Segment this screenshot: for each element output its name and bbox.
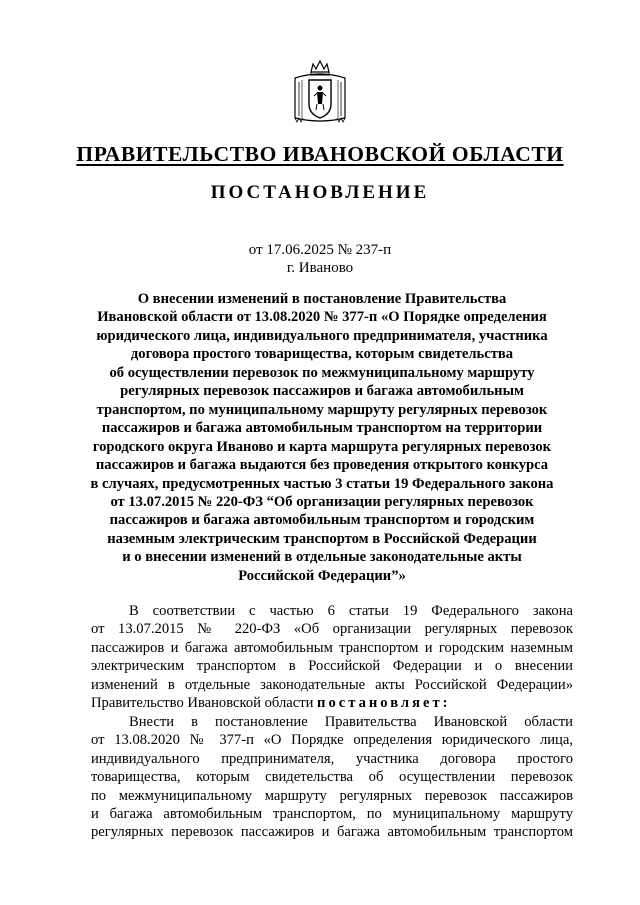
coat-of-arms-icon bbox=[289, 58, 351, 128]
body-line: от 13.07.2015 № 220-ФЗ «Об организации регулярных перевозок bbox=[91, 621, 573, 638]
body-line: регулярных перевозок пассажиров и багажа автомобильным транспортом bbox=[91, 824, 573, 841]
subject-line: от 13.07.2015 № 220-ФЗ “Об организации регулярных перевозок bbox=[110, 493, 534, 510]
body-line: электрическим транспортом в Российской Федерации и о внесении bbox=[91, 658, 573, 675]
body-line: В соответствии с частью 6 статьи 19 Федерального закона bbox=[129, 603, 573, 619]
document-subject bbox=[80, 290, 564, 585]
date-number: от 17.06.2025 № 237-п bbox=[248, 242, 392, 258]
city: г. Иваново bbox=[286, 260, 354, 276]
subject-line: городского округа Иваново и карта маршрута регулярных перевозок bbox=[92, 438, 552, 455]
body-line bbox=[91, 694, 573, 712]
body-line: по межмуниципальному маршруту регулярных перевозок пассажиров bbox=[91, 787, 573, 804]
body-line: индивидуального предпринимателя, участника договора простого bbox=[91, 750, 573, 767]
body-line: изменений в отдельные законодательные акты Российской Федерации» bbox=[91, 676, 573, 693]
body-line: Внести в постановление Правительства Ивановской области bbox=[129, 713, 573, 730]
body-line: товарищества, которым свидетельства об осуществлении перевозок bbox=[91, 769, 573, 786]
resolution-prefix: Правительство Ивановской области bbox=[91, 695, 314, 712]
subject-line: пассажиров и багажа выдаются без проведения открытого конкурса bbox=[95, 457, 549, 474]
subject-line: пассажиров и багажа автомобильным транспортом на территории bbox=[101, 420, 543, 437]
subject-line: об осуществлении перевозок по межмуниципальному маршруту bbox=[109, 364, 535, 381]
subject-line: юридического лица, индивидуального предпринимателя, участника bbox=[96, 327, 548, 344]
subject-line: в случаях, предусмотренных частью 3 статьи 19 Федерального закона bbox=[90, 475, 554, 492]
document-meta bbox=[0, 241, 640, 277]
subject-line: О внесении изменений в постановление Правительства bbox=[137, 291, 507, 307]
subject-line: регулярных перевозок пассажиров и багажа автомобильным bbox=[120, 383, 524, 400]
body-line: от 13.08.2020 № 377-п «О Порядке определения юридического лица, bbox=[91, 732, 573, 749]
resolves-word: постановляет: bbox=[317, 695, 451, 712]
organization-title: ПРАВИТЕЛЬСТВО ИВАНОВСКОЙ ОБЛАСТИ bbox=[76, 142, 564, 166]
subject-line: и о внесении изменений в отдельные законодательные акты bbox=[122, 549, 522, 566]
subject-line: транспортом, по муниципальному маршруту регулярных перевозок bbox=[96, 401, 548, 418]
subject-line: наземным электрическим транспортом в Российской Федерации bbox=[107, 530, 537, 547]
subject-line: Ивановской области от 13.08.2020 № 377-п «О Порядке определения bbox=[97, 309, 547, 326]
body-line: и багажа автомобильным транспортом, по муниципальному маршруту bbox=[91, 805, 573, 822]
body-line: пассажиров и багажа автомобильным транспортом и городским наземным bbox=[91, 639, 573, 656]
subject-line: пассажиров и багажа автомобильным транспортом и городским bbox=[109, 512, 535, 529]
document-body bbox=[91, 602, 573, 842]
subject-line: договора простого товарищества, которым свидетельства bbox=[130, 346, 514, 363]
document-type: ПОСТАНОВЛЕНИЕ bbox=[210, 182, 430, 203]
subject-line: Российской Федерации”» bbox=[238, 567, 406, 584]
